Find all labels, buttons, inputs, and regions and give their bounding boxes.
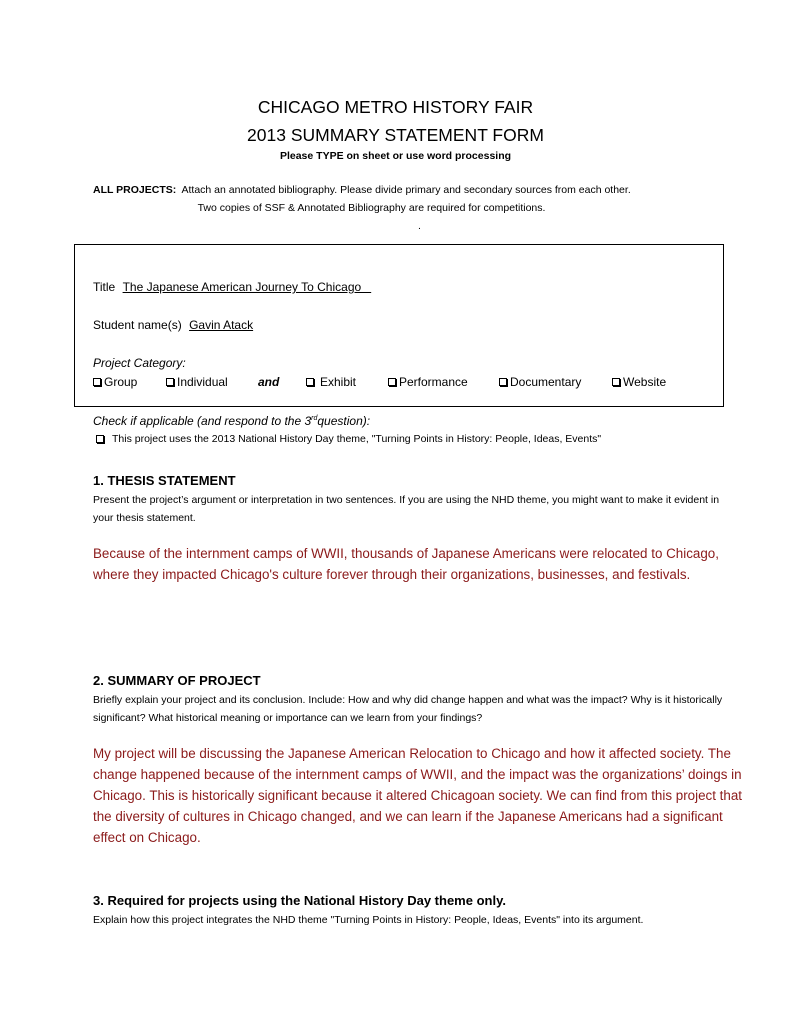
category-website-label: Website (623, 375, 667, 389)
copies-instruction: Two copies of SSF & Annotated Bibliography are required for competitions. (197, 202, 546, 214)
category-exhibit-label: Exhibit (320, 375, 357, 389)
nhd-theme-option[interactable] (96, 433, 601, 445)
check-label-post: question): (317, 414, 371, 428)
nhd-theme-text: This project uses the 2013 National History Day theme, "Turning Points in History: People, Ideas, Events" (112, 433, 602, 445)
category-documentary-label: Documentary (510, 375, 582, 389)
category-group-option[interactable] (93, 375, 137, 389)
check-label-sup: rd (311, 415, 318, 422)
student-name-value[interactable]: Gavin Atack (189, 318, 254, 332)
checkbox-icon[interactable] (93, 378, 101, 386)
thesis-heading: 1. THESIS STATEMENT (93, 473, 236, 488)
category-performance-label: Performance (399, 375, 468, 389)
title-label: Title (93, 280, 116, 294)
form-subtitle-year: 2013 SUMMARY STATEMENT FORM (247, 125, 544, 145)
checkbox-icon[interactable] (306, 378, 314, 386)
title-field[interactable] (93, 280, 371, 294)
nhd-instructions: Explain how this project integrates the NHD theme "Turning Points in History: People, Ideas, Events" into its argument. (93, 914, 644, 926)
student-name-label: Student name(s) (93, 318, 182, 332)
all-projects-instruction (93, 184, 631, 196)
category-exhibit-option[interactable] (306, 375, 356, 389)
checkbox-icon[interactable] (612, 378, 620, 386)
category-individual-label: Individual (177, 375, 228, 389)
thesis-answer[interactable]: Because of the internment camps of WWII, thousands of Japanese Americans were relocated to Chicago, where they impacted Chicago's culture forever through their organizations, businesses, and festivals. (93, 546, 719, 582)
check-applicable-label (93, 414, 370, 428)
thesis-instructions: Present the project’s argument or interpretation in two sentences. If you are using the NHD theme, you might want to make it evident in your thesis statement. (93, 494, 720, 524)
checkbox-icon[interactable] (96, 435, 104, 443)
student-name-field[interactable] (93, 318, 253, 332)
form-title: CHICAGO METRO HISTORY FAIR (257, 97, 534, 117)
summary-instructions: Briefly explain your project and its conclusion. Include: How and why did change happen and what was the impact? Why is it historically significant? What historical meaning or importance can we learn from your findings? (93, 694, 723, 724)
category-individual-option[interactable] (166, 375, 228, 389)
project-category-label: Project Category: (93, 356, 186, 370)
title-value[interactable]: The Japanese American Journey To Chicago (122, 280, 372, 294)
category-website-option[interactable] (612, 375, 666, 389)
summary-answer[interactable]: My project will be discussing the Japanese American Relocation to Chicago and how it affected society. The change happened because of the internment camps of WWII, and the impact was the organizations’ doings in Chicago. This is historically significant because it altered Chicagoan society. We can find from this project that the diversity of cultures in Chicago changed, and we can learn if the Japanese Americans had a significant effect on Chicago. (93, 746, 743, 845)
category-performance-option[interactable] (388, 375, 468, 389)
category-documentary-option[interactable] (499, 375, 581, 389)
checkbox-icon[interactable] (166, 378, 174, 386)
category-group-label: Group (104, 375, 138, 389)
nhd-heading: 3. Required for projects using the National History Day theme only. (93, 893, 506, 908)
checkbox-icon[interactable] (499, 378, 507, 386)
checkbox-icon[interactable] (388, 378, 396, 386)
check-label-pre: Check if applicable (and respond to the 3 (93, 414, 312, 428)
type-instruction: Please TYPE on sheet or use word processing (279, 150, 512, 162)
stray-dot: . (418, 220, 421, 232)
all-projects-text: Attach an annotated bibliography. Please divide primary and secondary sources from each other. (181, 184, 631, 196)
summary-heading: 2. SUMMARY OF PROJECT (93, 673, 261, 688)
all-projects-label: ALL PROJECTS: (93, 184, 177, 196)
category-and-text: and (258, 375, 280, 389)
